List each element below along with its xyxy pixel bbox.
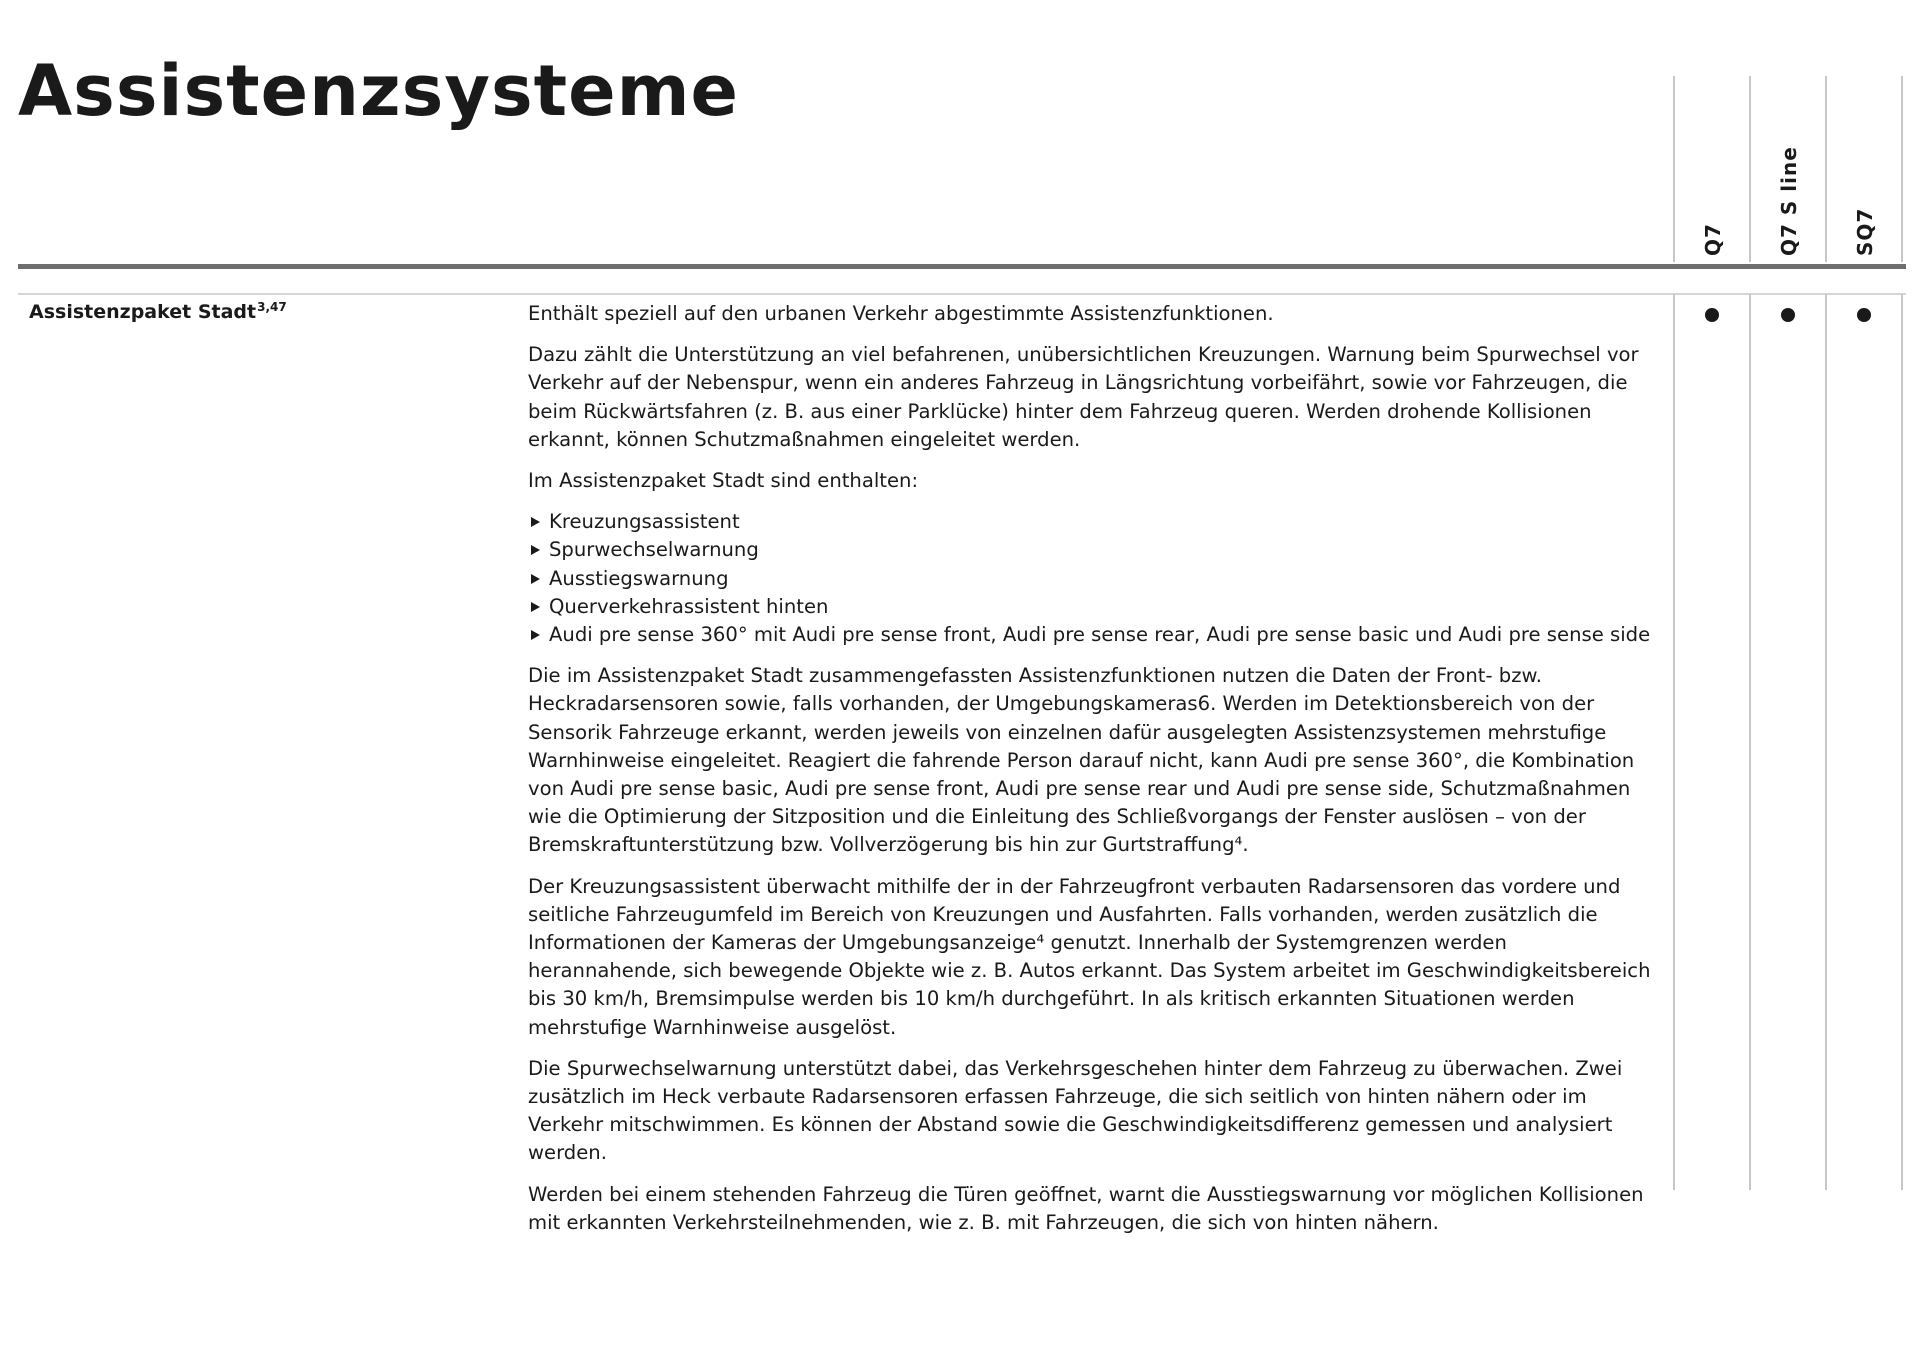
- list-item: Spurwechselwarnung: [528, 536, 1662, 564]
- row-top-rule: [18, 293, 1906, 295]
- description-paragraph: Im Assistenzpaket Stadt sind enthalten:: [528, 469, 919, 493]
- standard-equipment-dot-q7-s-line: [1781, 308, 1795, 322]
- feature-description: [528, 300, 1662, 1250]
- standard-equipment-dot-sq7: [1857, 308, 1871, 322]
- feature-name: Assistenzpaket Stadt: [29, 301, 257, 323]
- standard-equipment-dot-q7: [1705, 308, 1719, 322]
- description-paragraph: Die im Assistenzpaket Stadt zusammengefassten Assistenzfunktionen nutzen die Daten der Front- bzw. Heckradarsensoren sowie, falls vorhanden, der Umgebungskameras6. Werden im Detektionsbereich von der Sensorik Fahrzeuge erkannt, werden jeweils von einzelnen dafür ausgelegten Assistenzsystemen mehrstufige Warnhinweise eingeleitet. Reagiert die fahrende Person darauf nicht, kann Audi pre sense 360°, die Kombination von Audi pre sense basic, Audi pre sense front, Audi pre sense rear und Audi pre sense side, Schutzmaßnahmen wie die Optimierung der Sitzposition und die Einleitung des Schließvorgangs der Fenster auslösen – von der Bremskraftunterstützung bzw. Vollverzögerung bis hin zur Gurtstraffung⁴.: [528, 664, 1635, 857]
- page-title: Assistenzsysteme: [18, 50, 739, 132]
- column-header-label: SQ7: [1853, 207, 1877, 256]
- column-divider: [1673, 294, 1675, 1190]
- list-item: Querverkehrassistent hinten: [528, 593, 1662, 621]
- description-paragraph: Werden bei einem stehenden Fahrzeug die Türen geöffnet, warnt die Ausstiegswarnung vor möglichen Kollisionen mit erkannten Verkehrsteilnehmenden, wie z. B. mit Fahrzeugen, die sich von hinten nähern.: [528, 1182, 1644, 1234]
- column-divider: [1901, 294, 1903, 1190]
- column-header-label: Q7 S line: [1777, 146, 1801, 256]
- footnote-ref: 3,47: [257, 300, 287, 314]
- column-divider: [1825, 294, 1827, 1190]
- column-header-q7-s-line: [1751, 76, 1827, 256]
- column-header-q7: [1675, 76, 1751, 256]
- feature-label: [29, 300, 287, 323]
- included-features-list: [528, 508, 1662, 649]
- description-paragraph: Die Spurwechselwarnung unterstützt dabei, das Verkehrsgeschehen hinter dem Fahrzeug zu überwachen. Zwei zusätzlich im Heck verbaute Radarsensoren erfassen Fahrzeuge, die sich seitlich von hinten nähern oder im Verkehr mitschwimmen. Es können der Abstand sowie die Geschwindigkeitsdifferenz gemessen und analysiert werden.: [528, 1056, 1623, 1165]
- description-paragraph: Der Kreuzungsassistent überwacht mithilfe der in der Fahrzeugfront verbauten Radarsensoren das vordere und seitliche Fahrzeugumfeld im Bereich von Kreuzungen und Ausfahrten. Falls vorhanden, werden zusätzlich die Informationen der Kameras der Umgebungsanzeige⁴ genutzt. Innerhalb der Systemgrenzen werden herannahende, sich bewegende Objekte wie z. B. Autos erkannt. Das System arbeitet im Geschwindigkeitsbereich bis 30 km/h, Bremsimpulse werden bis 10 km/h durchgeführt. In als kritisch erkannten Situationen werden mehrstufige Warnhinweise ausgelöst.: [528, 874, 1651, 1039]
- list-item: Audi pre sense 360° mit Audi pre sense front, Audi pre sense rear, Audi pre sense basic und Audi pre sense side: [528, 621, 1662, 649]
- description-paragraph: Dazu zählt die Unterstützung an viel befahrenen, unübersichtlichen Kreuzungen. Warnung beim Spurwechsel vor Verkehr auf der Nebenspur, wenn ein anderes Fahrzeug in Längsrichtung vorbeifährt, sowie vor Fahrzeugen, die beim Rückwärtsfahren (z. B. aus einer Parklücke) hinter dem Fahrzeug queren. Werden drohende Kollisionen erkannt, können Schutzmaßnahmen eingeleitet werden.: [528, 343, 1639, 451]
- list-item: Ausstiegswarnung: [528, 565, 1662, 593]
- description-paragraph: Enthält speziell auf den urbanen Verkehr abgestimmte Assistenzfunktionen.: [528, 302, 1274, 325]
- column-header-label: Q7: [1701, 223, 1725, 256]
- column-divider: [1749, 294, 1751, 1190]
- header-rule: [18, 264, 1906, 269]
- column-header-sq7: [1827, 76, 1903, 256]
- list-item: Kreuzungsassistent: [528, 508, 1662, 536]
